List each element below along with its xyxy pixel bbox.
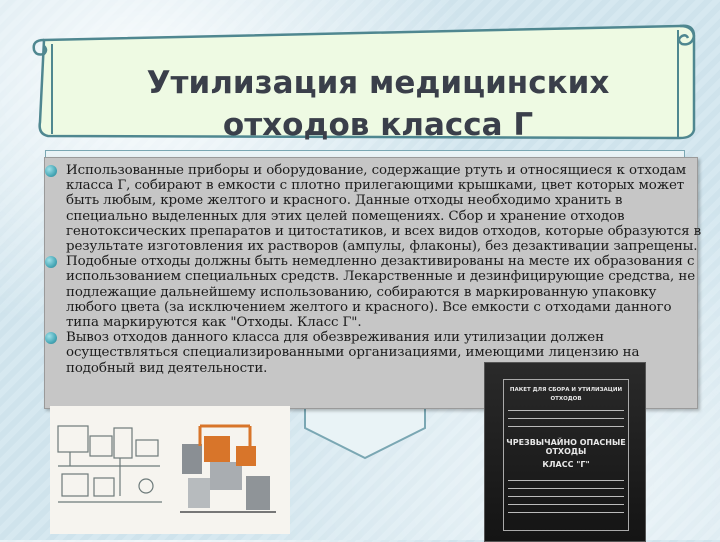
list-item (42, 254, 702, 330)
bullet-icon (45, 256, 57, 268)
bag-label-line-2: ЧРЕЗВЫЧАЙНО ОПАСНЫЕ ОТХОДЫ (506, 438, 626, 456)
title-line-1: Утилизация медицинских (146, 65, 610, 101)
bullet-text: Использованные приборы и оборудование, содержащие ртуть и относящиеся к отходам класса Г, собирают в емкости с плотно прилегающими крышками, цвет которых может быть любым, кроме желтого и красного. Данные отходы необходимо хранить в специально выделенных для этих целей помещениях. Сбор и хранение отходов генотоксических препаратов и цитостатиков, и всех видов отходов, которые образуются в результате изготовления их растворов (ампулы, флаконы), без дезактивации запрещены. (66, 163, 702, 255)
list-item (42, 163, 702, 254)
bullet-text: Вывоз отходов данного класса для обезвреживания или утилизации должен осуществляться специализированными организациями, имеющими лицензию на подобный вид деятельности. (66, 330, 640, 376)
bag-divider (508, 504, 624, 505)
bag-divider (508, 418, 624, 419)
bag-divider (508, 426, 624, 427)
bag-label-line-1: ПАКЕТ ДЛЯ СБОРА И УТИЛИЗАЦИИ ОТХОДОВ (509, 387, 623, 402)
bag-divider (508, 512, 624, 513)
bullet-icon (45, 332, 57, 344)
bag-divider (508, 488, 624, 489)
waste-bag-image (484, 362, 646, 542)
bag-label (503, 379, 629, 531)
equipment-illustration (50, 406, 290, 534)
title-banner (30, 22, 698, 150)
bag-label-line-3: КЛАСС "Г" (542, 460, 590, 469)
bag-divider (508, 410, 624, 411)
slide-title (78, 62, 678, 146)
title-line-2: отходов класса Г (222, 107, 534, 143)
machinery-icon (50, 406, 290, 534)
bullet-text: Подобные отходы должны быть немедленно дезактивированы на месте их образования с использованием специальных средств. Лекарственные и дезинфицирующие средства, не подлежащие дальнейшему использованию, собираются в маркированную упаковку любого цвета (за исключением желтого и красного). Все емкости с отходами данного типа маркируются как "Отходы. Класс Г". (66, 254, 696, 331)
bag-divider (508, 496, 624, 497)
bullet-icon (45, 165, 57, 177)
bullet-list (42, 163, 702, 376)
bag-divider (508, 480, 624, 481)
